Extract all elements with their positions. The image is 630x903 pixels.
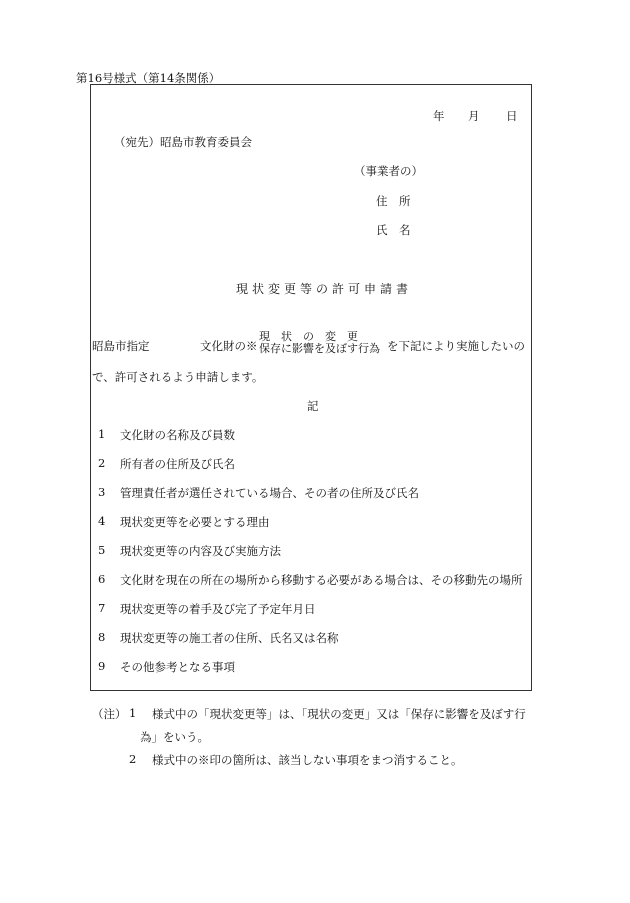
item-number: 8 — [98, 630, 106, 644]
date-day-label: 日 — [506, 109, 518, 123]
name-label: 氏 名 — [376, 223, 411, 237]
option-top: 現 状 の 変 更 — [259, 330, 358, 343]
document-title: 現状変更等の許可申請書 — [236, 282, 413, 296]
address-label: 住 所 — [376, 194, 411, 208]
note-2-number: 2 — [129, 752, 137, 766]
item-number: 2 — [98, 456, 106, 470]
item-number: 7 — [98, 601, 106, 615]
item-text: 現状変更等を必要とする理由 — [120, 515, 270, 529]
notes-label: （注） — [92, 707, 127, 721]
note-1-number: 1 — [129, 706, 137, 720]
note-1-line-1: 様式中の「現状変更等」は、「現状の変更」又は「保存に影響を及ぼす行 — [152, 707, 526, 721]
item-text: 所有者の住所及び氏名 — [120, 457, 235, 471]
note-2-text: 様式中の※印の箇所は、該当しない事項をまつ消すること。 — [152, 753, 463, 767]
item-text: その他参考となる事項 — [120, 660, 235, 674]
item-text: 管理責任者が選任されている場合、その者の住所及び氏名 — [120, 486, 419, 500]
item-text: 文化財の名称及び員数 — [120, 428, 235, 442]
item-text: 現状変更等の施工者の住所、氏名又は名称 — [120, 631, 339, 645]
item-number: 9 — [98, 659, 106, 673]
note-1-line-2: 為」をいう。 — [140, 730, 209, 744]
item-text: 現状変更等の内容及び実施方法 — [120, 544, 281, 558]
date-year-label: 年 — [433, 109, 445, 123]
option-bottom: 保存に影響を及ぼす行為 — [259, 342, 380, 355]
option-stack — [259, 331, 380, 355]
addressee: （宛先）昭島市教育委員会 — [114, 135, 252, 149]
business-label: （事業者の） — [354, 164, 423, 178]
item-number: 6 — [98, 572, 106, 586]
item-number: 1 — [98, 427, 106, 441]
item-number: 4 — [98, 514, 106, 528]
body-prefix: 昭島市指定 — [92, 339, 150, 353]
form-number: 第16号様式（第14条関係） — [76, 71, 221, 85]
ki-label: 記 — [307, 399, 319, 413]
body-line2: で、許可されるよう申請します。 — [92, 370, 264, 384]
body-asset: 文化財の※ — [200, 339, 258, 353]
item-number: 5 — [98, 543, 106, 557]
body-suffix: を下記により実施したいの — [387, 339, 525, 353]
date-month-label: 月 — [468, 109, 480, 123]
form-frame — [90, 84, 532, 691]
item-text: 文化財を現在の所在の場所から移動する必要がある場合は、その移動先の場所 — [120, 573, 523, 587]
item-number: 3 — [98, 485, 106, 499]
item-text: 現状変更等の着手及び完了予定年月日 — [120, 602, 316, 616]
